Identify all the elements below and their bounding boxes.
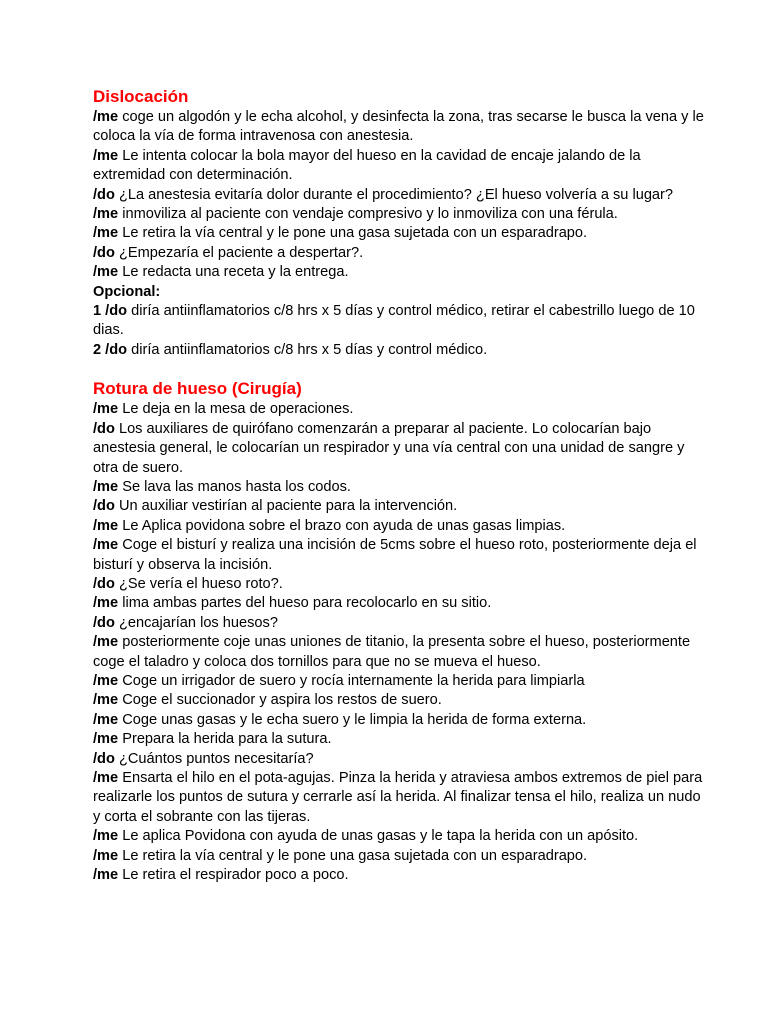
command-tag: /do [93, 614, 115, 631]
action-text: diría antiinflamatorios c/8 hrs x 5 días y control médico, retirar el cabestrillo luego de 10 dias. [93, 303, 695, 339]
command-tag: /do [93, 420, 115, 437]
action-line [93, 866, 708, 885]
section-title-dislocacion: Dislocación [93, 87, 189, 106]
action-text: ¿La anestesia evitaría dolor durante el procedimiento? ¿El hueso volvería a su lugar? [118, 186, 674, 203]
command-tag: /me [93, 206, 119, 223]
action-line [93, 478, 708, 497]
action-text: Coge unas gasas y le echa suero y le limpia la herida de forma externa. [122, 711, 587, 728]
action-line [93, 400, 708, 419]
command-tag: /me [93, 478, 119, 495]
action-line [93, 263, 708, 282]
action-line [93, 594, 708, 613]
command-tag: /me [93, 147, 119, 164]
action-text: ¿encajarían los huesos? [118, 614, 278, 631]
action-text: Se lava las manos hasta los codos. [122, 478, 351, 495]
action-line [93, 497, 708, 516]
action-line [93, 711, 708, 730]
action-line [93, 847, 708, 866]
command-tag: 2 /do [93, 341, 128, 358]
action-line [93, 147, 708, 186]
section-title-rotura-de-hueso: Rotura de hueso (Cirugía) [93, 379, 302, 399]
command-tag: /me [93, 264, 119, 281]
optional-tag: Opcional: [93, 283, 161, 300]
action-text: ¿Se vería el hueso roto?. [118, 575, 283, 592]
optional-label [93, 283, 708, 302]
action-text: inmoviliza al paciente con vendaje compresivo y lo inmoviliza con una férula. [122, 206, 618, 223]
command-tag: /me [93, 672, 119, 689]
action-text: diría antiinflamatorios c/8 hrs x 5 días y control médico. [131, 341, 488, 358]
action-line [93, 827, 708, 846]
command-tag: 1 /do [93, 303, 128, 320]
command-tag: /me [93, 847, 119, 864]
command-tag: /do [93, 186, 115, 203]
section-body-rotura-de-hueso [93, 400, 708, 885]
action-text: Prepara la herida para la sutura. [122, 731, 332, 748]
action-line [93, 517, 708, 536]
action-line [93, 672, 708, 691]
action-line [93, 205, 708, 224]
action-line [93, 420, 708, 478]
command-tag: /me [93, 828, 119, 845]
command-tag: /do [93, 750, 115, 767]
command-tag: /me [93, 770, 119, 786]
action-line [93, 536, 708, 575]
action-text: posteriormente coje unas uniones de titanio, la presenta sobre el hueso, posteriormente coge el taladro y coloca dos tornillos para que no se mueva el hueso. [93, 634, 691, 670]
action-text: coge un algodón y le echa alcohol, y desinfecta la zona, tras secarse le busca la vena y le coloca la vía de forma intravenosa con anestesia. [93, 109, 704, 145]
command-tag: /me [93, 634, 119, 651]
action-text: Coge el succionador y aspira los restos de suero. [122, 692, 442, 709]
action-line [93, 633, 708, 672]
action-text: Coge un irrigador de suero y rocía internamente la herida para limpiarla [122, 672, 585, 689]
action-line [93, 730, 708, 749]
action-text: lima ambas partes del hueso para recolocarlo en su sitio. [122, 595, 492, 612]
action-line [93, 108, 708, 147]
action-line [93, 224, 708, 243]
action-line [93, 244, 708, 263]
action-text: Le redacta una receta y la entrega. [122, 264, 349, 281]
action-line [93, 614, 708, 633]
action-line [93, 186, 708, 205]
action-line [93, 302, 708, 341]
action-text: Los auxiliares de quirófano comenzarán a preparar al paciente. Lo colocarían bajo anestesia general, le colocarían un respirador y una vía central con una unidad de sangre y otra de suero. [93, 420, 685, 476]
command-tag: /me [93, 109, 119, 125]
command-tag: /me [93, 692, 119, 709]
action-line [93, 769, 708, 827]
command-tag: /me [93, 401, 119, 418]
action-text: Le retira el respirador poco a poco. [122, 867, 349, 884]
command-tag: /me [93, 711, 119, 728]
action-text: Le deja en la mesa de operaciones. [122, 401, 354, 418]
action-text: Un auxiliar vestirían al paciente para la intervención. [118, 498, 458, 515]
action-text: Le Aplica povidona sobre el brazo con ayuda de unas gasas limpias. [122, 517, 566, 534]
command-tag: /do [93, 244, 115, 261]
action-line [93, 750, 708, 769]
command-tag: /do [93, 575, 115, 592]
action-text: Ensarta el hilo en el pota-agujas. Pinza la herida y atraviesa ambos extremos de piel para realizarle los puntos de sutura y cerrarle así la herida. Al finalizar tensa el hilo, realiza un nudo y corta el sobrante con las tijeras. [93, 770, 703, 825]
command-tag: /do [93, 498, 115, 515]
action-text: Le retira la vía central y le pone una gasa sujetada con un esparadrapo. [122, 847, 588, 864]
action-text: Coge el bisturí y realiza una incisión de 5cms sobre el hueso roto, posteriormente deja el bisturí y observa la incisión. [93, 537, 697, 573]
command-tag: /me [93, 731, 119, 748]
section-body-dislocacion [93, 108, 708, 360]
action-text: ¿Cuántos puntos necesitaría? [118, 750, 314, 767]
command-tag: /me [93, 537, 119, 554]
action-line [93, 341, 708, 360]
action-text: Le aplica Povidona con ayuda de unas gasas y le tapa la herida con un apósito. [122, 828, 639, 845]
command-tag: /me [93, 517, 119, 534]
action-text: Le intenta colocar la bola mayor del hueso en la cavidad de encaje jalando de la extremidad con determinación. [93, 147, 641, 184]
command-tag: /me [93, 225, 119, 242]
action-text: Le retira la vía central y le pone una gasa sujetada con un esparadrapo. [122, 225, 588, 242]
command-tag: /me [93, 867, 119, 884]
action-line [93, 575, 708, 594]
command-tag: /me [93, 595, 119, 612]
action-text: ¿Empezaría el paciente a despertar?. [118, 244, 364, 261]
action-line [93, 691, 708, 710]
